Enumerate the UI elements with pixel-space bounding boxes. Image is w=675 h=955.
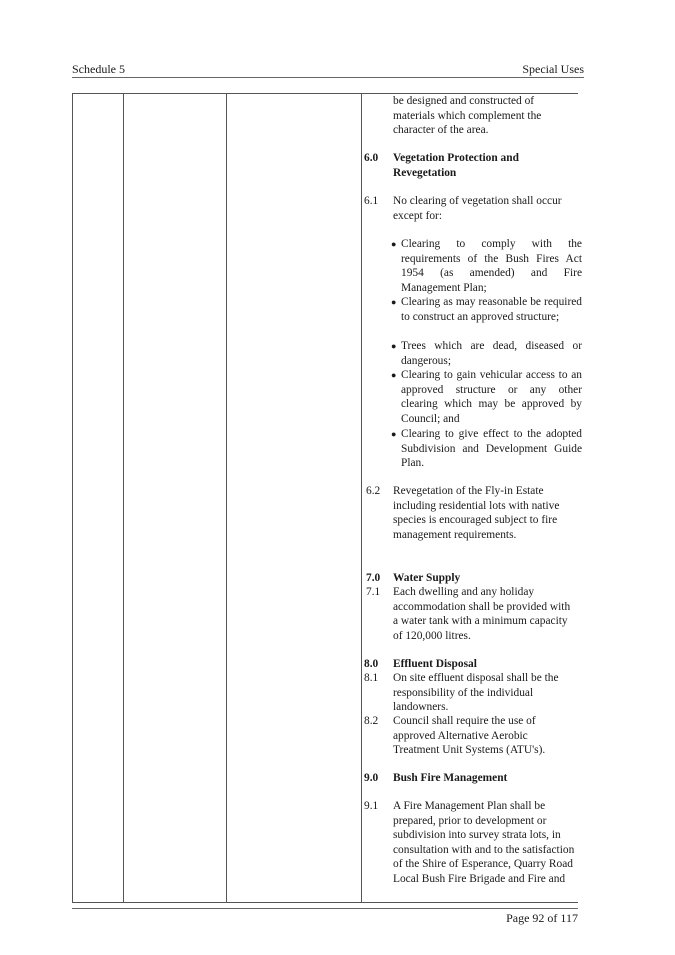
header-schedule: Schedule 5: [72, 62, 125, 76]
bullet-item: ● Clearing to give effect to the adopted Subdivision and Development Guide Plan.: [391, 428, 582, 469]
bullet-item: ● Trees which are dead, diseased or dangerous;: [391, 340, 582, 367]
header-rule: [72, 77, 584, 78]
footer-rule: [72, 908, 578, 909]
table-col-divider-2: [226, 93, 227, 902]
page-header: [72, 62, 584, 78]
table-border-left: [72, 93, 73, 902]
bullet-item: ● Clearing to gain vehicular access to an approved structure or any other clearing which may be approved by Council; and: [391, 369, 582, 425]
page-number: Page 92 of 117: [506, 911, 578, 925]
table-col-divider-1: [123, 93, 124, 902]
bullet-item: ● Clearing as may reasonable be required to construct an approved structure;: [391, 296, 582, 323]
bullet-item: ● Clearing to comply with the requirements of the Bush Fires Act 1954 (as amended) and Fire Management Plan;: [391, 238, 582, 294]
table-col-divider-3: [361, 93, 362, 902]
header-section: Special Uses: [522, 62, 584, 76]
